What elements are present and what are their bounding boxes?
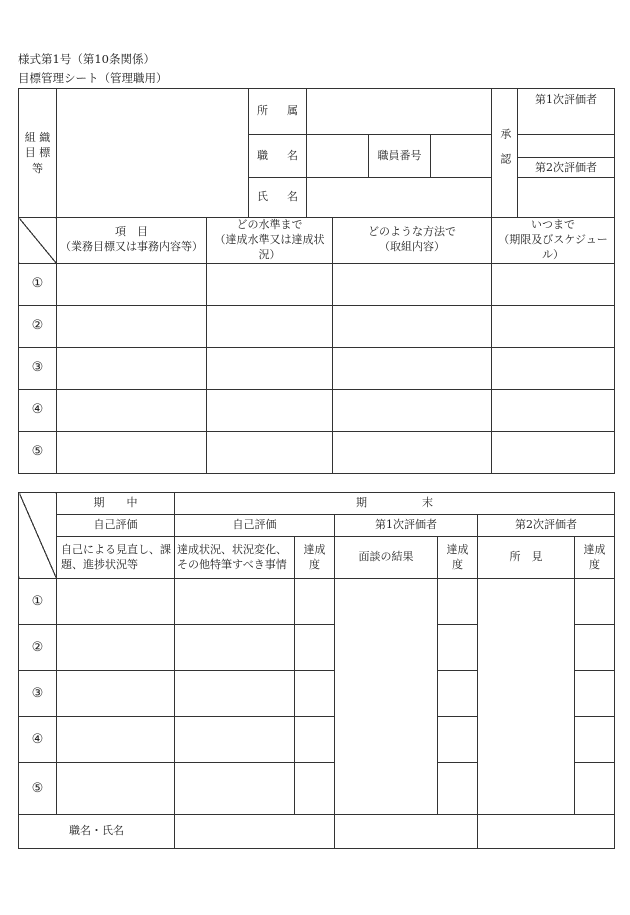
achievement-field-2[interactable] [438, 717, 478, 763]
method-field[interactable] [333, 347, 492, 389]
mid-self-field[interactable] [57, 579, 175, 625]
mid-self-field[interactable] [57, 763, 175, 815]
end-self-field[interactable] [175, 717, 295, 763]
achievement-field-2[interactable] [438, 579, 478, 625]
evaluation-table [18, 492, 615, 849]
goal-setting-table [18, 88, 615, 474]
row-number: ④ [19, 717, 57, 763]
staff-number-label: 職員番号 [369, 135, 431, 178]
footer-self-name-field[interactable] [175, 815, 335, 849]
row-number: ② [19, 625, 57, 671]
achievement-field-1[interactable] [295, 579, 335, 625]
interview-result-label: 面談の結果 [335, 537, 438, 579]
method-field[interactable] [333, 305, 492, 347]
deadline-field[interactable] [492, 263, 615, 305]
opinion-label: 所 見 [478, 537, 575, 579]
org-goals-label: 組 織 目 標 等 [24, 130, 51, 175]
end-self-field[interactable] [175, 625, 295, 671]
mid-detail-label: 自己による見直し、課題、進捗状況等 [57, 537, 175, 579]
first-evaluator-seal[interactable] [518, 135, 614, 158]
row-number: ⑤ [19, 431, 57, 473]
deadline-field[interactable] [492, 347, 615, 389]
level-field[interactable] [207, 347, 333, 389]
deadline-field[interactable] [492, 389, 615, 431]
method-field[interactable] [333, 431, 492, 473]
endterm-label: 期 末 [175, 493, 615, 515]
first-evaluator-label: 第1次評価者 [335, 515, 478, 537]
achievement-label-2: 達成度 [438, 537, 478, 579]
achievement-field-2[interactable] [438, 763, 478, 815]
diagonal-corner [19, 493, 57, 579]
affiliation-label: 所 属 [249, 89, 307, 135]
midterm-label: 期 中 [57, 493, 175, 515]
achievement-field-3[interactable] [575, 763, 615, 815]
second-evaluator-label: 第2次評価者 [478, 515, 615, 537]
row-number: ③ [19, 671, 57, 717]
interview-result-field[interactable] [335, 579, 438, 815]
method-field[interactable] [333, 389, 492, 431]
footer-label: 職名・氏名 [19, 815, 175, 849]
end-self-field[interactable] [175, 671, 295, 717]
staff-number-field[interactable] [431, 135, 492, 178]
approval-cells[interactable] [518, 135, 615, 178]
self-eval-end-label: 自己評価 [175, 515, 335, 537]
table-row [19, 389, 615, 431]
achievement-field-1[interactable] [295, 625, 335, 671]
form-title: 目標管理シート（管理職用） [18, 71, 168, 85]
item-field[interactable] [57, 431, 207, 473]
second-evaluator-seal[interactable] [518, 178, 615, 218]
col-header-level: どの水準まで （達成水準又は達成状況） [207, 218, 333, 264]
achievement-field-3[interactable] [575, 671, 615, 717]
second-evaluator-label: 第2次評価者 [535, 161, 597, 174]
deadline-field[interactable] [492, 305, 615, 347]
table-row [19, 431, 615, 473]
col-header-item: 項 目 （業務目標又は事務内容等） [57, 218, 207, 264]
opinion-field[interactable] [478, 579, 575, 815]
item-field[interactable] [57, 347, 207, 389]
col-header-deadline: いつまで （期限及びスケジュール） [492, 218, 615, 264]
method-field[interactable] [333, 263, 492, 305]
achievement-field-1[interactable] [295, 763, 335, 815]
name-field[interactable] [307, 178, 492, 218]
achievement-field-3[interactable] [575, 625, 615, 671]
achievement-field-2[interactable] [438, 625, 478, 671]
level-field[interactable] [207, 431, 333, 473]
row-number: ① [19, 579, 57, 625]
table-row [19, 579, 615, 625]
item-field[interactable] [57, 389, 207, 431]
form-number: 様式第1号（第10条関係） [18, 52, 155, 66]
achievement-label-1: 達成度 [295, 537, 335, 579]
table-row [19, 263, 615, 305]
achievement-field-1[interactable] [295, 671, 335, 717]
end-self-field[interactable] [175, 763, 295, 815]
mid-self-field[interactable] [57, 625, 175, 671]
level-field[interactable] [207, 263, 333, 305]
affiliation-field[interactable] [307, 89, 492, 135]
end-detail-label: 達成状況、状況変化、その他特筆すべき事情 [175, 537, 295, 579]
item-field[interactable] [57, 305, 207, 347]
achievement-label-3: 達成度 [575, 537, 615, 579]
org-goals-field[interactable] [57, 89, 249, 218]
diagonal-corner [19, 218, 57, 264]
level-field[interactable] [207, 389, 333, 431]
position-field[interactable] [307, 135, 369, 178]
achievement-field-2[interactable] [438, 671, 478, 717]
row-number: ③ [19, 347, 57, 389]
achievement-field-3[interactable] [575, 717, 615, 763]
end-self-field[interactable] [175, 579, 295, 625]
position-label: 職 名 [249, 135, 307, 178]
first-evaluator-label: 第1次評価者 [518, 89, 615, 135]
item-field[interactable] [57, 263, 207, 305]
name-label: 氏 名 [249, 178, 307, 218]
row-number: ④ [19, 389, 57, 431]
org-goals-label-cell [19, 89, 57, 218]
self-eval-mid-label: 自己評価 [57, 515, 175, 537]
table-row [19, 347, 615, 389]
mid-self-field[interactable] [57, 671, 175, 717]
row-number: ② [19, 305, 57, 347]
footer-first-evaluator-name-field[interactable] [335, 815, 478, 849]
level-field[interactable] [207, 305, 333, 347]
deadline-field[interactable] [492, 431, 615, 473]
row-number: ① [19, 263, 57, 305]
mid-self-field[interactable] [57, 717, 175, 763]
row-number: ⑤ [19, 763, 57, 815]
table-row [19, 305, 615, 347]
footer-second-evaluator-name-field[interactable] [478, 815, 615, 849]
col-header-method: どのような方法で （取組内容） [333, 218, 492, 264]
achievement-field-1[interactable] [295, 717, 335, 763]
achievement-field-3[interactable] [575, 579, 615, 625]
approval-label: 承認 [492, 89, 518, 218]
